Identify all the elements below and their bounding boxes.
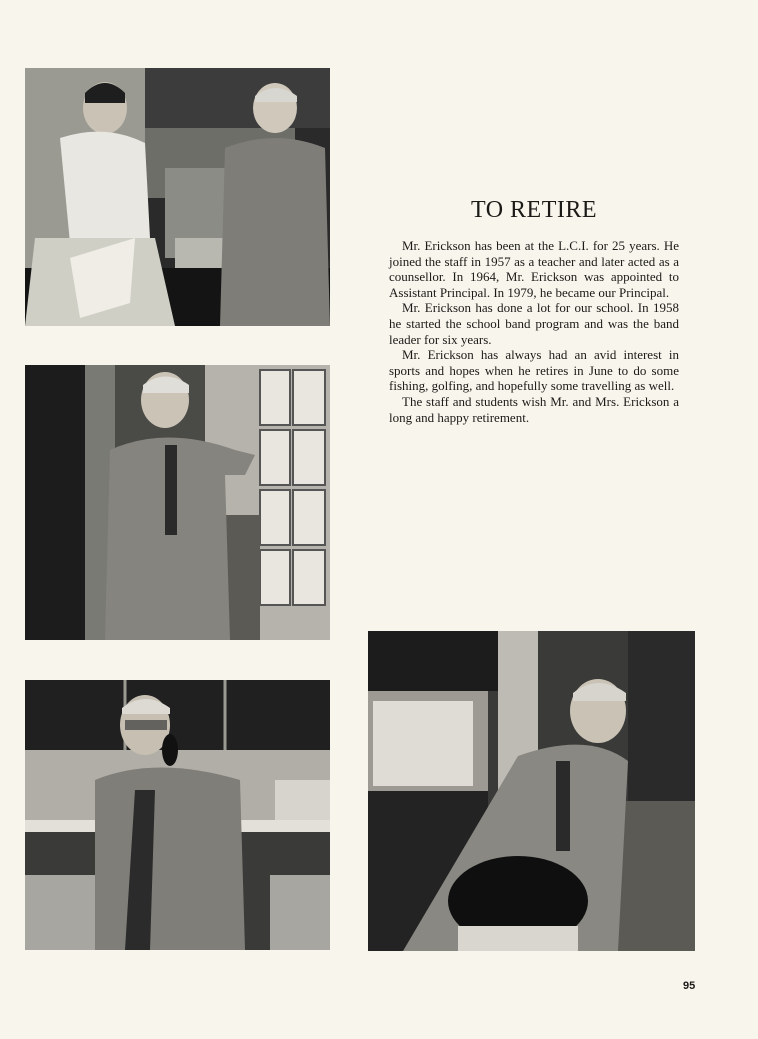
article-paragraph: Mr. Erickson has been at the L.C.I. for 25 years. He joined the staff in 1957 as a teacher and later acted as a counsellor. In 1964, Mr. Erickson was appointed to Assistant Principal. In 1979, he became our Principal. [389,238,679,300]
photo-mailboxes [25,365,330,640]
article-paragraph: Mr. Erickson has done a lot for our school. In 1958 he started the school band program and was the band leader for six years. [389,300,679,347]
photo-telephone [25,680,330,950]
article [389,197,679,425]
article-paragraph: Mr. Erickson has always had an avid interest in sports and hopes when he retires in June to do some fishing, golfing, and hopefully some travelling as well. [389,347,679,394]
page-number: 95 [683,980,696,992]
photo-desk [368,631,695,951]
article-paragraph: The staff and students wish Mr. and Mrs. Erickson a long and happy retirement. [389,393,679,425]
photo-office-conversation [25,68,330,326]
article-title: TO RETIRE [470,197,598,223]
